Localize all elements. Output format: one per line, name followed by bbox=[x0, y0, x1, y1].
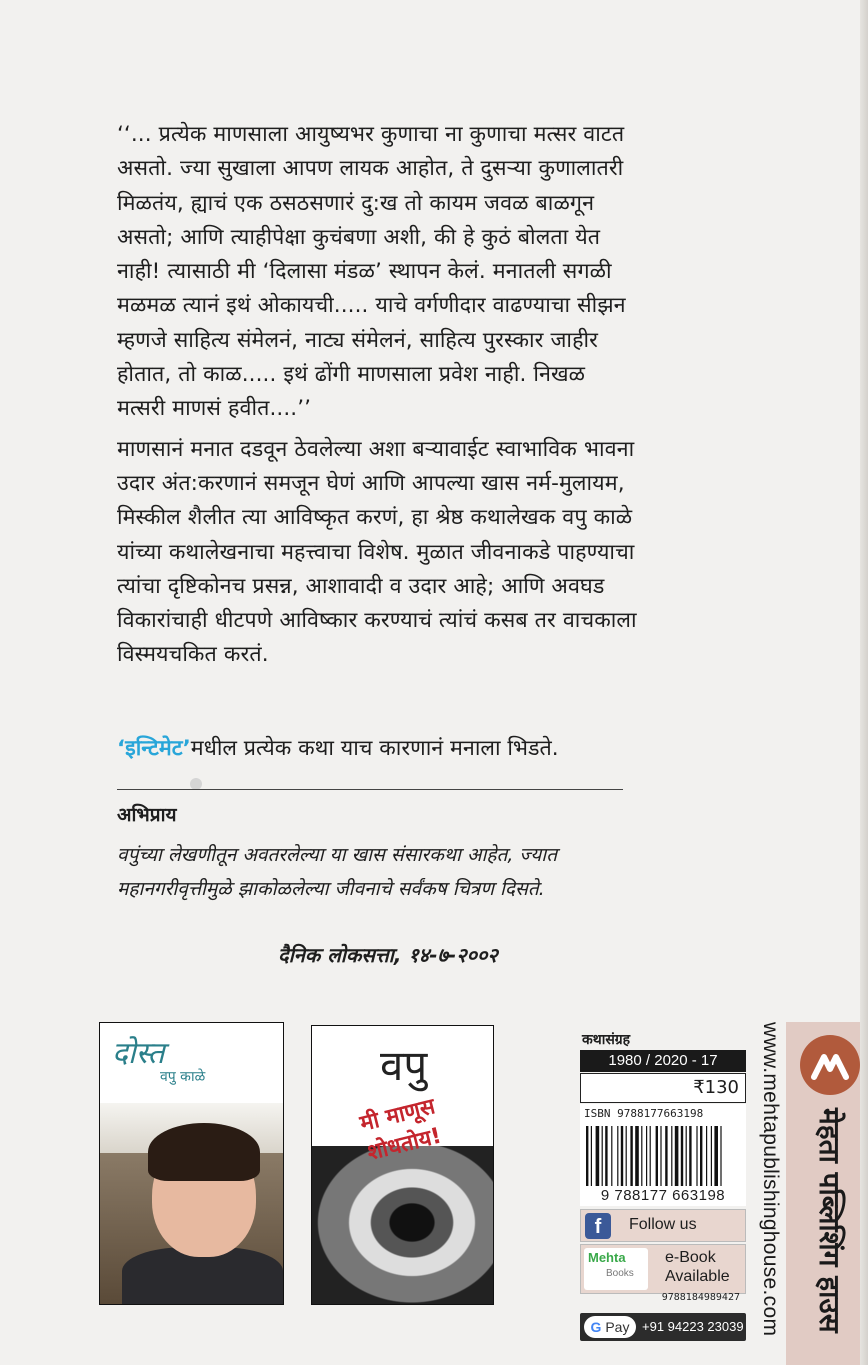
ebook-line2: Available bbox=[665, 1268, 730, 1285]
barcode-bar bbox=[650, 1126, 651, 1186]
barcode-bar bbox=[626, 1126, 627, 1186]
ebook-isbn: 9788184989427 bbox=[661, 1292, 740, 1303]
blurb-body: माणसानं मनात दडवून ठेवलेल्या अशा बऱ्यावाईट स्वाभाविक भावना उदार अंत:करणानं समजून घेणं आणि आपल्या खास नर्म-मुलायम, मिस्कील शैलीत त्या आविष्कृत करणं, हा श्रेष्ठ कथालेखक वपु काळे यांच्या कथालेखनाचा महत्त्वाचा विशेष. मुळात जीवनाकडे पाहण्याचा त्यांचा दृष्टिकोनच प्रसन्न, आशावादी व उदार आहे; आणि अवघड विकारांचाही धीटपणे आविष्कार करण्याचं त्यांचं कसब तर वाचकाला विस्मयचकित करतं. bbox=[117, 436, 637, 668]
ebook-text bbox=[665, 1248, 730, 1286]
publisher-url[interactable]: www.mehtapublishinghouse.com bbox=[759, 1022, 782, 1337]
edition-label: 1980 / 2020 - 17 bbox=[580, 1050, 746, 1072]
phone-number[interactable]: +91 94223 23039 bbox=[642, 1319, 744, 1334]
barcode-bar bbox=[586, 1126, 588, 1186]
barcode-bar bbox=[602, 1126, 603, 1186]
barcode-bar bbox=[714, 1126, 718, 1186]
blurb bbox=[117, 118, 637, 673]
ebook-logo-sub: Books bbox=[606, 1268, 634, 1279]
barcode-bar bbox=[656, 1126, 658, 1186]
barcode-number: 9 788177 663198 bbox=[580, 1187, 746, 1204]
category-label: कथासंग्रह bbox=[582, 1032, 631, 1048]
review-heading: अभिप्राय bbox=[117, 804, 177, 826]
price-label: ₹130 bbox=[580, 1073, 746, 1103]
barcode-bar bbox=[660, 1126, 661, 1186]
barcode-bar bbox=[675, 1126, 679, 1186]
publisher-logo-icon bbox=[800, 1035, 860, 1095]
barcode-bar bbox=[700, 1126, 702, 1186]
final-line-text: मधील प्रत्येक कथा याच कारणानं मनाला भिडते. bbox=[190, 736, 559, 761]
review-text: वपुंच्या लेखणीतून अवतरलेल्या या खास संसारकथा आहेत, ज्यात महानगरीवृत्तीमुळे झाकोळलेल्या जीवनाचे सर्वंकष चित्रण दिसते. bbox=[117, 844, 558, 900]
barcode-bar bbox=[596, 1126, 600, 1186]
facebook-icon[interactable]: f bbox=[585, 1213, 611, 1239]
book-edge bbox=[860, 0, 868, 1365]
gpay-label: Pay bbox=[605, 1319, 630, 1335]
book-title: वपु bbox=[380, 1041, 428, 1090]
gpay-icon: G Pay bbox=[584, 1316, 636, 1338]
barcode-bar bbox=[689, 1126, 691, 1186]
barcode-bar bbox=[665, 1126, 667, 1186]
book-cover-mi-manus-shodhtoy bbox=[311, 1025, 494, 1305]
barcode-bar bbox=[611, 1126, 612, 1186]
blurb-final-line bbox=[117, 733, 559, 762]
ebook-banner[interactable] bbox=[580, 1244, 746, 1294]
barcode-bar bbox=[711, 1126, 712, 1186]
book-author: वपु काळे bbox=[160, 1069, 206, 1085]
book-title-highlight: ‘इन्टिमेट’ bbox=[117, 736, 191, 761]
follow-us-text: Follow us bbox=[629, 1216, 697, 1233]
barcode-bar bbox=[591, 1126, 592, 1186]
book-cover-dost bbox=[99, 1022, 284, 1305]
eye-illustration bbox=[311, 1146, 494, 1305]
publisher-name: मेहता पब्लिशिंग हाउस bbox=[813, 1108, 846, 1333]
ebook-logo-text: Mehta bbox=[588, 1250, 626, 1265]
barcode-bar bbox=[621, 1126, 623, 1186]
barcode-bar bbox=[646, 1126, 647, 1186]
gpay-banner[interactable] bbox=[580, 1313, 746, 1341]
barcode-bar bbox=[617, 1126, 618, 1186]
divider bbox=[117, 789, 623, 790]
child-hair bbox=[148, 1123, 260, 1181]
isbn-label: ISBN 9788177663198 bbox=[580, 1104, 746, 1124]
barcode-bar bbox=[641, 1126, 642, 1186]
barcode-bar bbox=[720, 1126, 721, 1186]
barcode-bar bbox=[630, 1126, 632, 1186]
ebook-line1: e-Book bbox=[665, 1249, 716, 1266]
barcode-bar bbox=[686, 1126, 687, 1186]
barcode-bar bbox=[635, 1126, 639, 1186]
blurb-quote: ‘‘... प्रत्येक माणसाला आयुष्यभर कुणाचा ना कुणाचा मत्सर वाटत असतो. ज्या सुखाला आपण लायक आहोत, ते दुसऱ्या कुणालातरी मिळतंय, ह्याचं एक ठसठसणारं दु:ख तो कायम जवळ बाळगून असतो; आणि त्याहीपेक्षा कुचंबणा अशी, की हे कुठं बोलता येत नाही! त्यासाठी मी ‘दिलासा मंडळ’ स्थापन केलं. मनातली सगळी मळमळ त्यानं इथं ओकायची..... याचे वर्गणीदार वाढण्याचा सीझन म्हणजे साहित्य संमेलनं, नाट्य संमेलनं, साहित्य पुरस्कार जाहीर होतात, तो काळ..... इथं ढोंगी माणसाला प्रवेश नाही. निखळ मत्सरी माणसं हवीत....’’ bbox=[117, 122, 626, 422]
book-subtitle: मी माणूस शोधतोय! bbox=[357, 1094, 444, 1166]
barcode-bar bbox=[681, 1126, 683, 1186]
barcode-bar bbox=[605, 1126, 607, 1186]
review-source: दैनिक लोकसत्ता, १४-७-२००२ bbox=[278, 943, 498, 967]
barcode-bar bbox=[671, 1126, 672, 1186]
follow-us-banner[interactable] bbox=[580, 1209, 746, 1242]
barcode-bar bbox=[706, 1126, 707, 1186]
barcode-bar bbox=[696, 1126, 697, 1186]
mehta-ebooks-logo bbox=[584, 1248, 648, 1290]
book-title: दोस्त bbox=[112, 1036, 165, 1071]
